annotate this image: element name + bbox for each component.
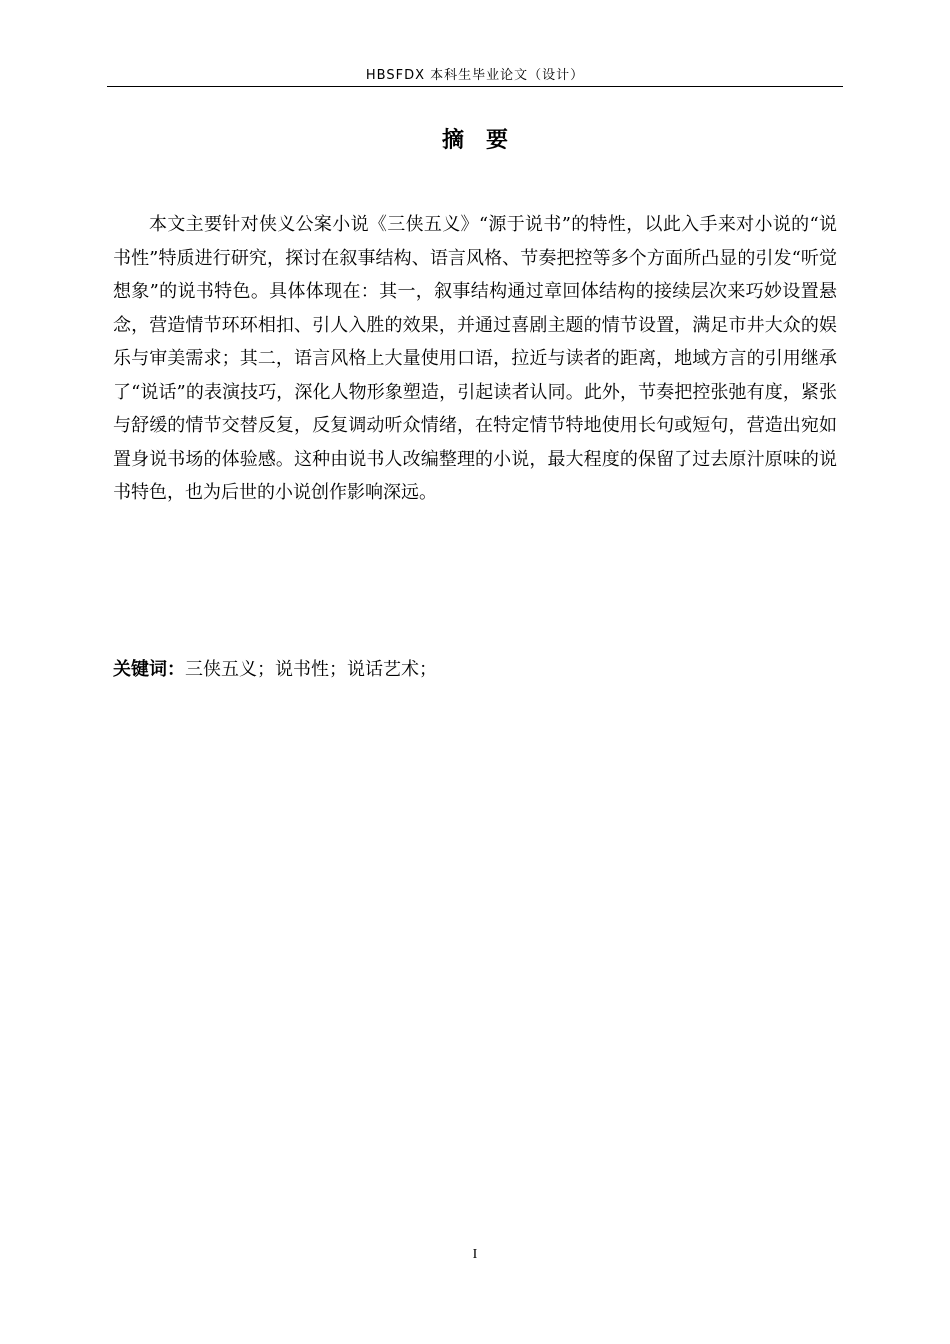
abstract-title-char-2: 要	[486, 128, 509, 153]
page-number: I	[472, 1247, 478, 1262]
keywords-line	[113, 654, 837, 686]
running-header: HBSFDX 本科生毕业论文（设计）	[365, 68, 585, 83]
abstract-body: 本文主要针对侠义公案小说《三侠五义》“源于说书”的特性，以此入手来对小说的“说书性”特质进行研究，探讨在叙事结构、语言风格、节奏把控等多个方面所凸显的引发“听觉想象”的说书特色。具体体现在：其一，叙事结构通过章回体结构的接续层次来巧妙设置悬念，营造情节环环相扣、引人入胜的效果，并通过喜剧主题的情节设置，满足市井大众的娱乐与审美需求；其二，语言风格上大量使用口语，拉近与读者的距离，地域方言的引用继承了“说话”的表演技巧，深化人物形象塑造，引起读者认同。此外，节奏把控张弛有度，紧张与舒缓的情节交替反复，反复调动听众情绪，在特定情节特地使用长句或短句，营造出宛如置身说书场的体验感。这种由说书人改编整理的小说，最大程度的保留了过去原汁原味的说书特色，也为后世的小说创作影响深远。	[113, 214, 837, 503]
header-rule	[107, 86, 843, 87]
abstract-title-char-1: 摘	[441, 128, 464, 153]
keywords-value: 三侠五义；说书性；说话艺术；	[185, 659, 437, 680]
abstract-title	[107, 126, 843, 156]
keywords-label: 关键词：	[113, 659, 185, 680]
